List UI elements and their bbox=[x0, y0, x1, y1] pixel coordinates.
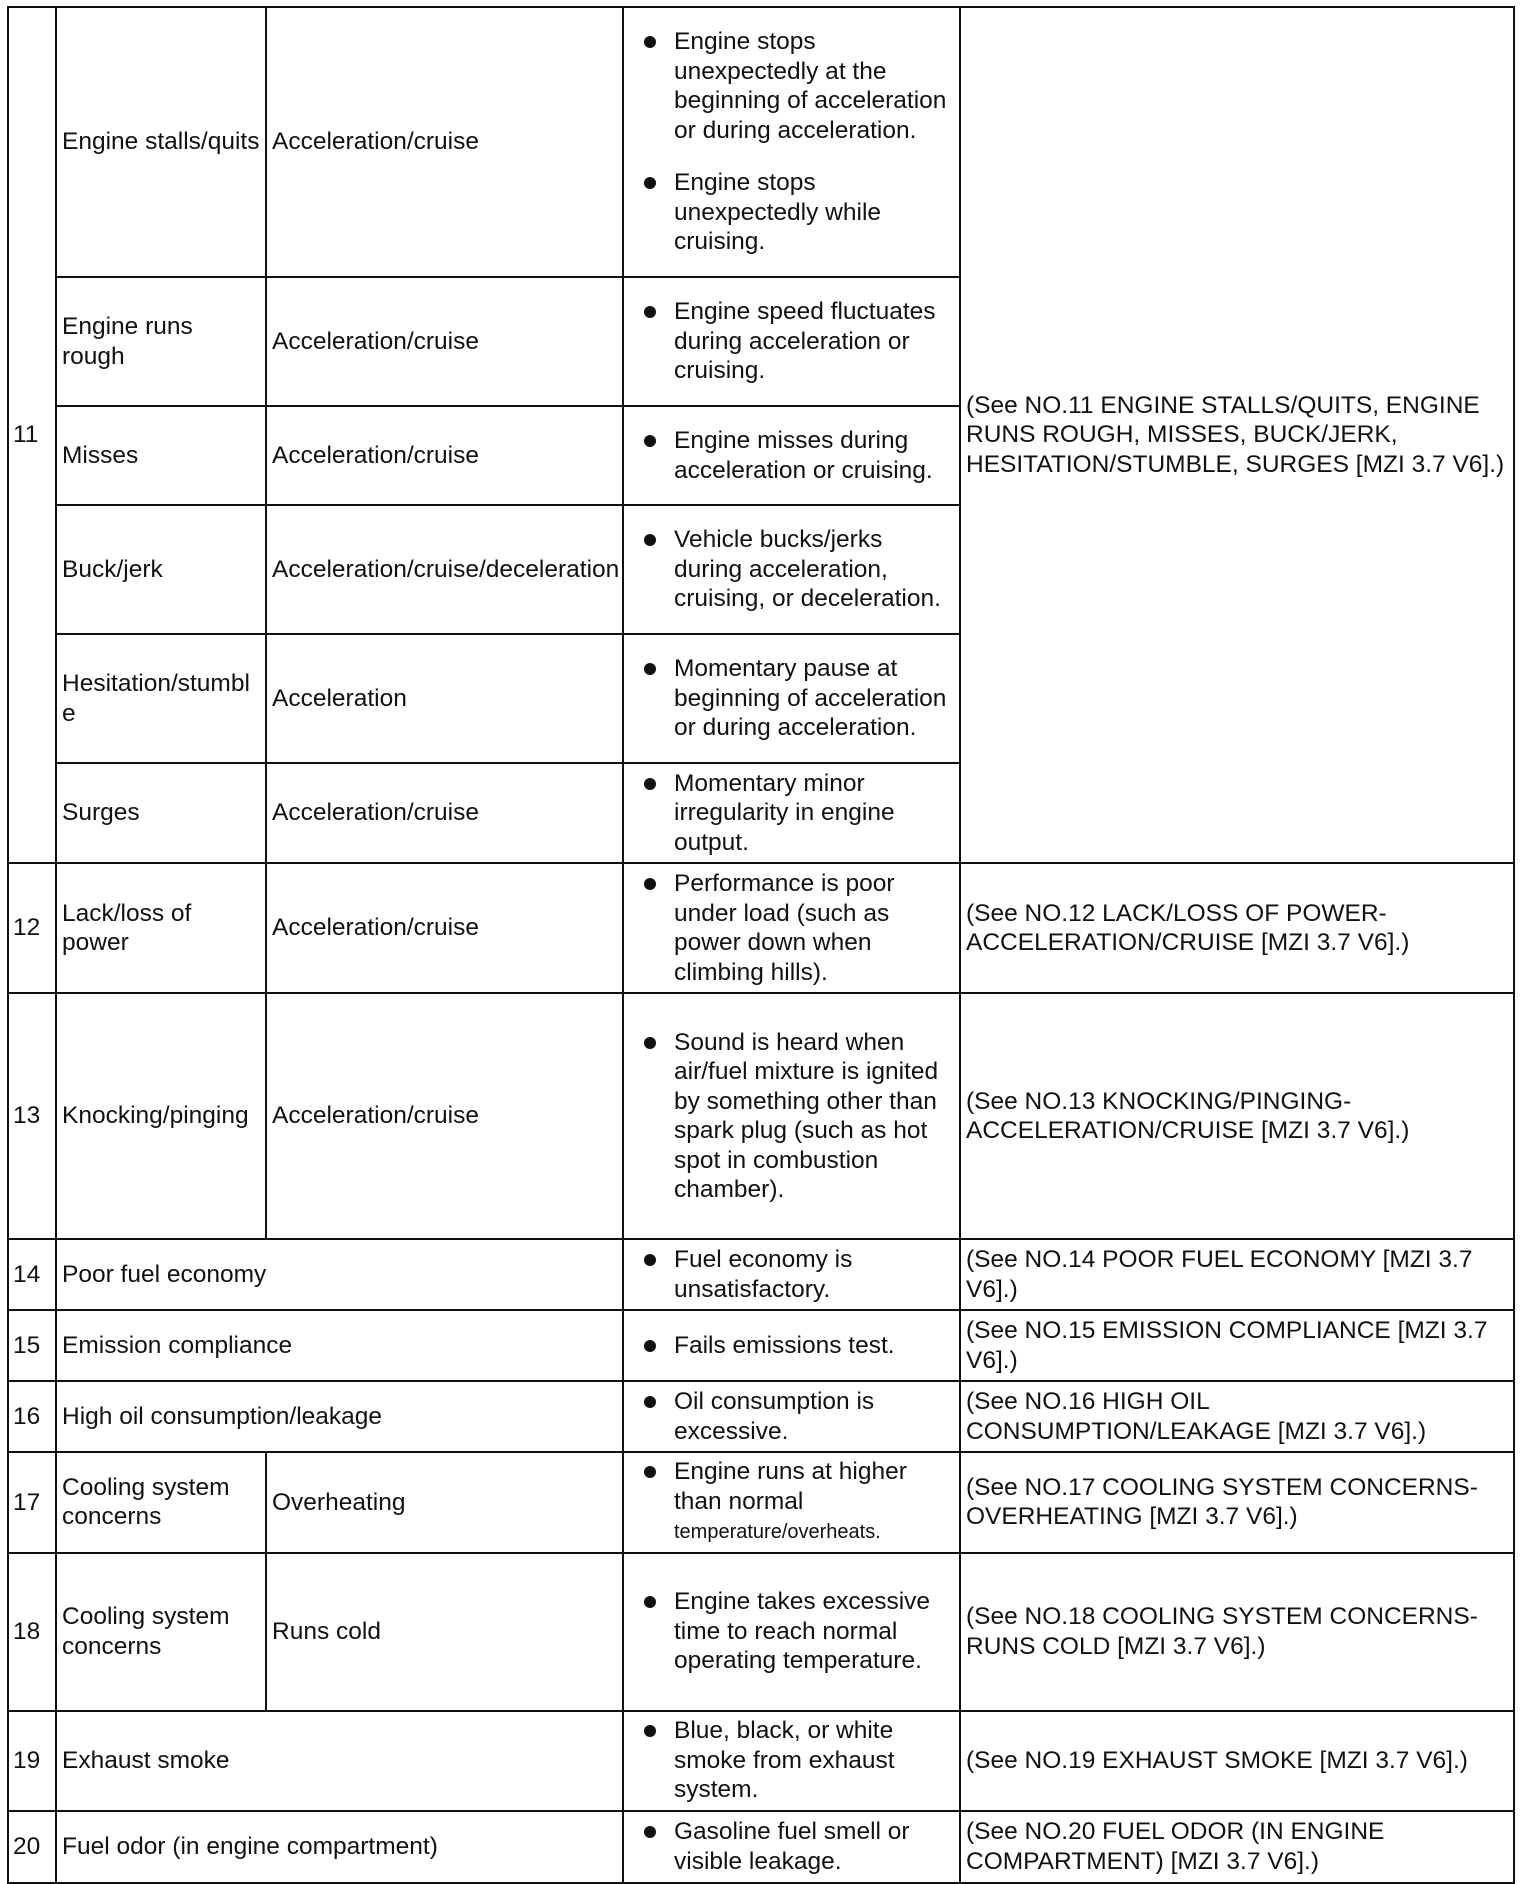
description-cell bbox=[623, 277, 960, 406]
description-item: Fails emissions test. bbox=[674, 1331, 954, 1361]
description-cell bbox=[623, 7, 960, 277]
description-cell bbox=[623, 1452, 960, 1553]
symptom-cell: High oil consumption/leakage bbox=[56, 1381, 623, 1452]
description-item: Vehicle bucks/jerks during acceleration, cruising, or deceleration. bbox=[674, 525, 954, 614]
bullet-icon bbox=[644, 36, 656, 48]
description-item: Engine takes excessive time to reach normal operating temperature. bbox=[674, 1587, 954, 1676]
symptom-cell: Poor fuel economy bbox=[56, 1239, 623, 1310]
description-item: Gasoline fuel smell or visible leakage. bbox=[674, 1817, 954, 1876]
symptom-cell: Cooling system concerns bbox=[56, 1553, 266, 1711]
description-cell bbox=[623, 993, 960, 1239]
description-cell bbox=[623, 863, 960, 993]
condition-cell: Acceleration/cruise/deceleration bbox=[266, 505, 623, 634]
symptom-cell: Engine runs rough bbox=[56, 277, 266, 406]
symptom-cell: Engine stalls/quits bbox=[56, 7, 266, 277]
description-cell bbox=[623, 406, 960, 505]
description-cell bbox=[623, 1239, 960, 1310]
description-cell bbox=[623, 1811, 960, 1883]
bullet-icon bbox=[644, 1254, 656, 1266]
description-item: Engine misses during acceleration or cruising. bbox=[674, 426, 954, 485]
bullet-icon bbox=[644, 435, 656, 447]
symptom-cell: Hesitation/stumble bbox=[56, 634, 266, 763]
description-cell bbox=[623, 505, 960, 634]
condition-cell: Acceleration/cruise bbox=[266, 406, 623, 505]
description-item: Blue, black, or white smoke from exhaust system. bbox=[674, 1716, 954, 1805]
row-number: 11 bbox=[8, 7, 56, 863]
condition-cell: Acceleration/cruise bbox=[266, 863, 623, 993]
description-item: Oil consumption is excessive. bbox=[674, 1387, 954, 1446]
symptom-cell: Exhaust smoke bbox=[56, 1711, 623, 1811]
row-number: 13 bbox=[8, 993, 56, 1239]
row-number: 18 bbox=[8, 1553, 56, 1711]
description-item: Performance is poor under load (such as power down when climbing hills). bbox=[674, 869, 954, 987]
table-row bbox=[8, 1310, 1514, 1381]
bullet-icon bbox=[644, 778, 656, 790]
reference-cell: (See NO.12 LACK/LOSS OF POWER-ACCELERATION/CRUISE [MZI 3.7 V6].) bbox=[960, 863, 1514, 993]
table-row bbox=[8, 1239, 1514, 1310]
reference-cell: (See NO.17 COOLING SYSTEM CONCERNS-OVERHEATING [MZI 3.7 V6].) bbox=[960, 1452, 1514, 1553]
row-number: 12 bbox=[8, 863, 56, 993]
row-number: 20 bbox=[8, 1811, 56, 1883]
description-item: Engine stops unexpectedly while cruising. bbox=[674, 168, 954, 257]
bullet-icon bbox=[644, 534, 656, 546]
symptom-cell: Knocking/pinging bbox=[56, 993, 266, 1239]
bullet-icon bbox=[644, 1725, 656, 1737]
description-cell bbox=[623, 634, 960, 763]
table-row bbox=[8, 993, 1514, 1239]
bullet-icon bbox=[644, 878, 656, 890]
table-row bbox=[8, 1381, 1514, 1452]
description-item: Engine runs at higher than normal temperature/overheats. bbox=[674, 1457, 954, 1548]
description-cell bbox=[623, 763, 960, 863]
condition-cell: Acceleration/cruise bbox=[266, 277, 623, 406]
description-cell bbox=[623, 1310, 960, 1381]
description-cell bbox=[623, 1553, 960, 1711]
table-row bbox=[8, 7, 1514, 277]
description-item: Fuel economy is unsatisfactory. bbox=[674, 1245, 954, 1304]
description-item: Momentary minor irregularity in engine output. bbox=[674, 769, 954, 858]
symptom-cell: Misses bbox=[56, 406, 266, 505]
condition-cell: Acceleration/cruise bbox=[266, 763, 623, 863]
reference-cell: (See NO.18 COOLING SYSTEM CONCERNS-RUNS COLD [MZI 3.7 V6].) bbox=[960, 1553, 1514, 1711]
row-number: 17 bbox=[8, 1452, 56, 1553]
symptom-troubleshooting-table bbox=[7, 6, 1515, 1884]
symptom-cell: Cooling system concerns bbox=[56, 1452, 266, 1553]
row-number: 16 bbox=[8, 1381, 56, 1452]
reference-cell: (See NO.11 ENGINE STALLS/QUITS, ENGINE RUNS ROUGH, MISSES, BUCK/JERK, HESITATION/STUMBLE, SURGES [MZI 3.7 V6].) bbox=[960, 7, 1514, 863]
table-row bbox=[8, 1452, 1514, 1553]
bullet-icon bbox=[644, 1396, 656, 1408]
description-item: Sound is heard when air/fuel mixture is ignited by something other than spark plug (such as hot spot in combustion chamber). bbox=[674, 1028, 954, 1205]
table-row bbox=[8, 863, 1514, 993]
bullet-icon bbox=[644, 177, 656, 189]
bullet-icon bbox=[644, 306, 656, 318]
description-item: Momentary pause at beginning of acceleration or during acceleration. bbox=[674, 654, 954, 743]
reference-cell: (See NO.15 EMISSION COMPLIANCE [MZI 3.7 V6].) bbox=[960, 1310, 1514, 1381]
symptom-cell: Lack/loss of power bbox=[56, 863, 266, 993]
bullet-icon bbox=[644, 1037, 656, 1049]
table-row bbox=[8, 1711, 1514, 1811]
description-item: Engine speed fluctuates during acceleration or cruising. bbox=[674, 297, 954, 386]
description-cell bbox=[623, 1711, 960, 1811]
condition-cell: Acceleration bbox=[266, 634, 623, 763]
reference-cell: (See NO.13 KNOCKING/PINGING-ACCELERATION/CRUISE [MZI 3.7 V6].) bbox=[960, 993, 1514, 1239]
symptom-cell: Surges bbox=[56, 763, 266, 863]
symptom-cell: Buck/jerk bbox=[56, 505, 266, 634]
bullet-icon bbox=[644, 663, 656, 675]
bullet-icon bbox=[644, 1826, 656, 1838]
reference-cell: (See NO.14 POOR FUEL ECONOMY [MZI 3.7 V6].) bbox=[960, 1239, 1514, 1310]
condition-cell: Overheating bbox=[266, 1452, 623, 1553]
description-item: Engine stops unexpectedly at the beginning of acceleration or during acceleration. bbox=[674, 27, 954, 145]
table-row bbox=[8, 1811, 1514, 1883]
row-number: 14 bbox=[8, 1239, 56, 1310]
condition-cell: Acceleration/cruise bbox=[266, 7, 623, 277]
row-number: 15 bbox=[8, 1310, 56, 1381]
symptom-cell: Emission compliance bbox=[56, 1310, 623, 1381]
reference-cell: (See NO.19 EXHAUST SMOKE [MZI 3.7 V6].) bbox=[960, 1711, 1514, 1811]
condition-cell: Acceleration/cruise bbox=[266, 993, 623, 1239]
symptom-cell: Fuel odor (in engine compartment) bbox=[56, 1811, 623, 1883]
description-cell bbox=[623, 1381, 960, 1452]
row-number: 19 bbox=[8, 1711, 56, 1811]
table-row bbox=[8, 1553, 1514, 1711]
reference-cell: (See NO.16 HIGH OIL CONSUMPTION/LEAKAGE [MZI 3.7 V6].) bbox=[960, 1381, 1514, 1452]
bullet-icon bbox=[644, 1340, 656, 1352]
bullet-icon bbox=[644, 1466, 656, 1478]
condition-cell: Runs cold bbox=[266, 1553, 623, 1711]
reference-cell: (See NO.20 FUEL ODOR (IN ENGINE COMPARTMENT) [MZI 3.7 V6].) bbox=[960, 1811, 1514, 1883]
bullet-icon bbox=[644, 1596, 656, 1608]
